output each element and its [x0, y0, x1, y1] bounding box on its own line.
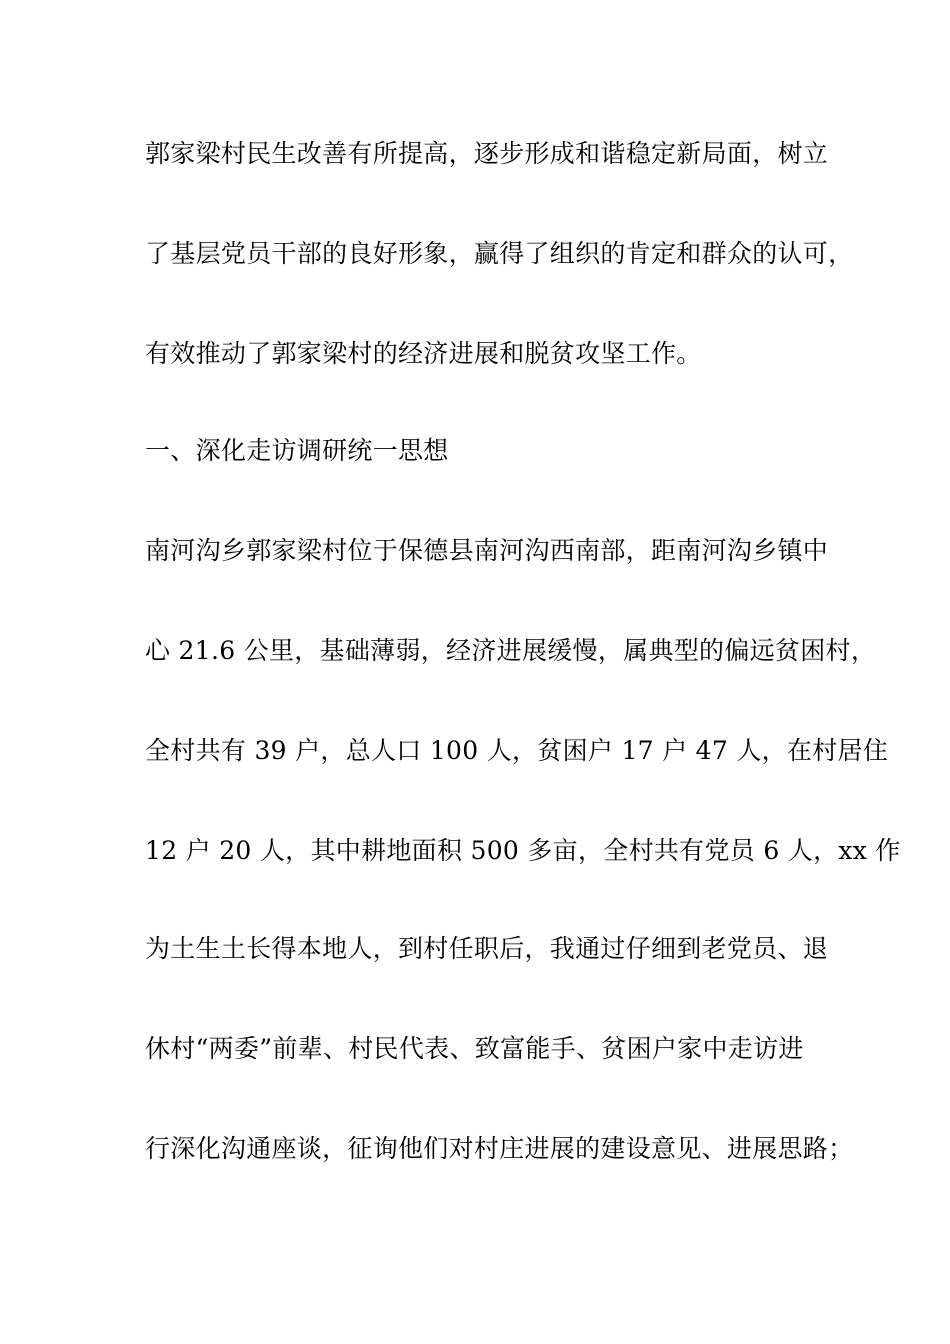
- paragraph-line-5: 南河沟乡郭家梁村位于保德县南河沟西南部，距南河沟乡镇中: [145, 536, 829, 565]
- paragraph-line-9: 为土生土长得本地人，到村任职后，我通过仔细到老党员、退: [145, 934, 829, 963]
- paragraph-line-10: 休村“两委”前辈、村民代表、致富能手、贫困户家中走访进: [145, 1034, 804, 1063]
- paragraph-line-8: 12 户 20 人，其中耕地面积 500 多亩，全村共有党员 6 人，xx 作: [145, 836, 901, 865]
- paragraph-line-6: 心 21.6 公里，基础薄弱，经济进展缓慢，属典型的偏远贫困村，: [145, 636, 877, 665]
- section-heading: 一、深化走访调研统一思想: [145, 436, 449, 465]
- paragraph-line-1: 郭家梁村民生改善有所提高，逐步形成和谐稳定新局面，树立: [145, 139, 829, 168]
- paragraph-line-11: 行深化沟通座谈，征询他们对村庄进展的建设意见、进展思路；: [145, 1134, 854, 1163]
- paragraph-line-2: 了基层党员干部的良好形象，赢得了组织的肯定和群众的认可，: [145, 239, 854, 268]
- paragraph-line-7: 全村共有 39 户，总人口 100 人，贫困户 17 户 47 人，在村居住: [145, 736, 889, 765]
- paragraph-line-3: 有效推动了郭家梁村的经济进展和脱贫攻坚工作。: [145, 339, 702, 368]
